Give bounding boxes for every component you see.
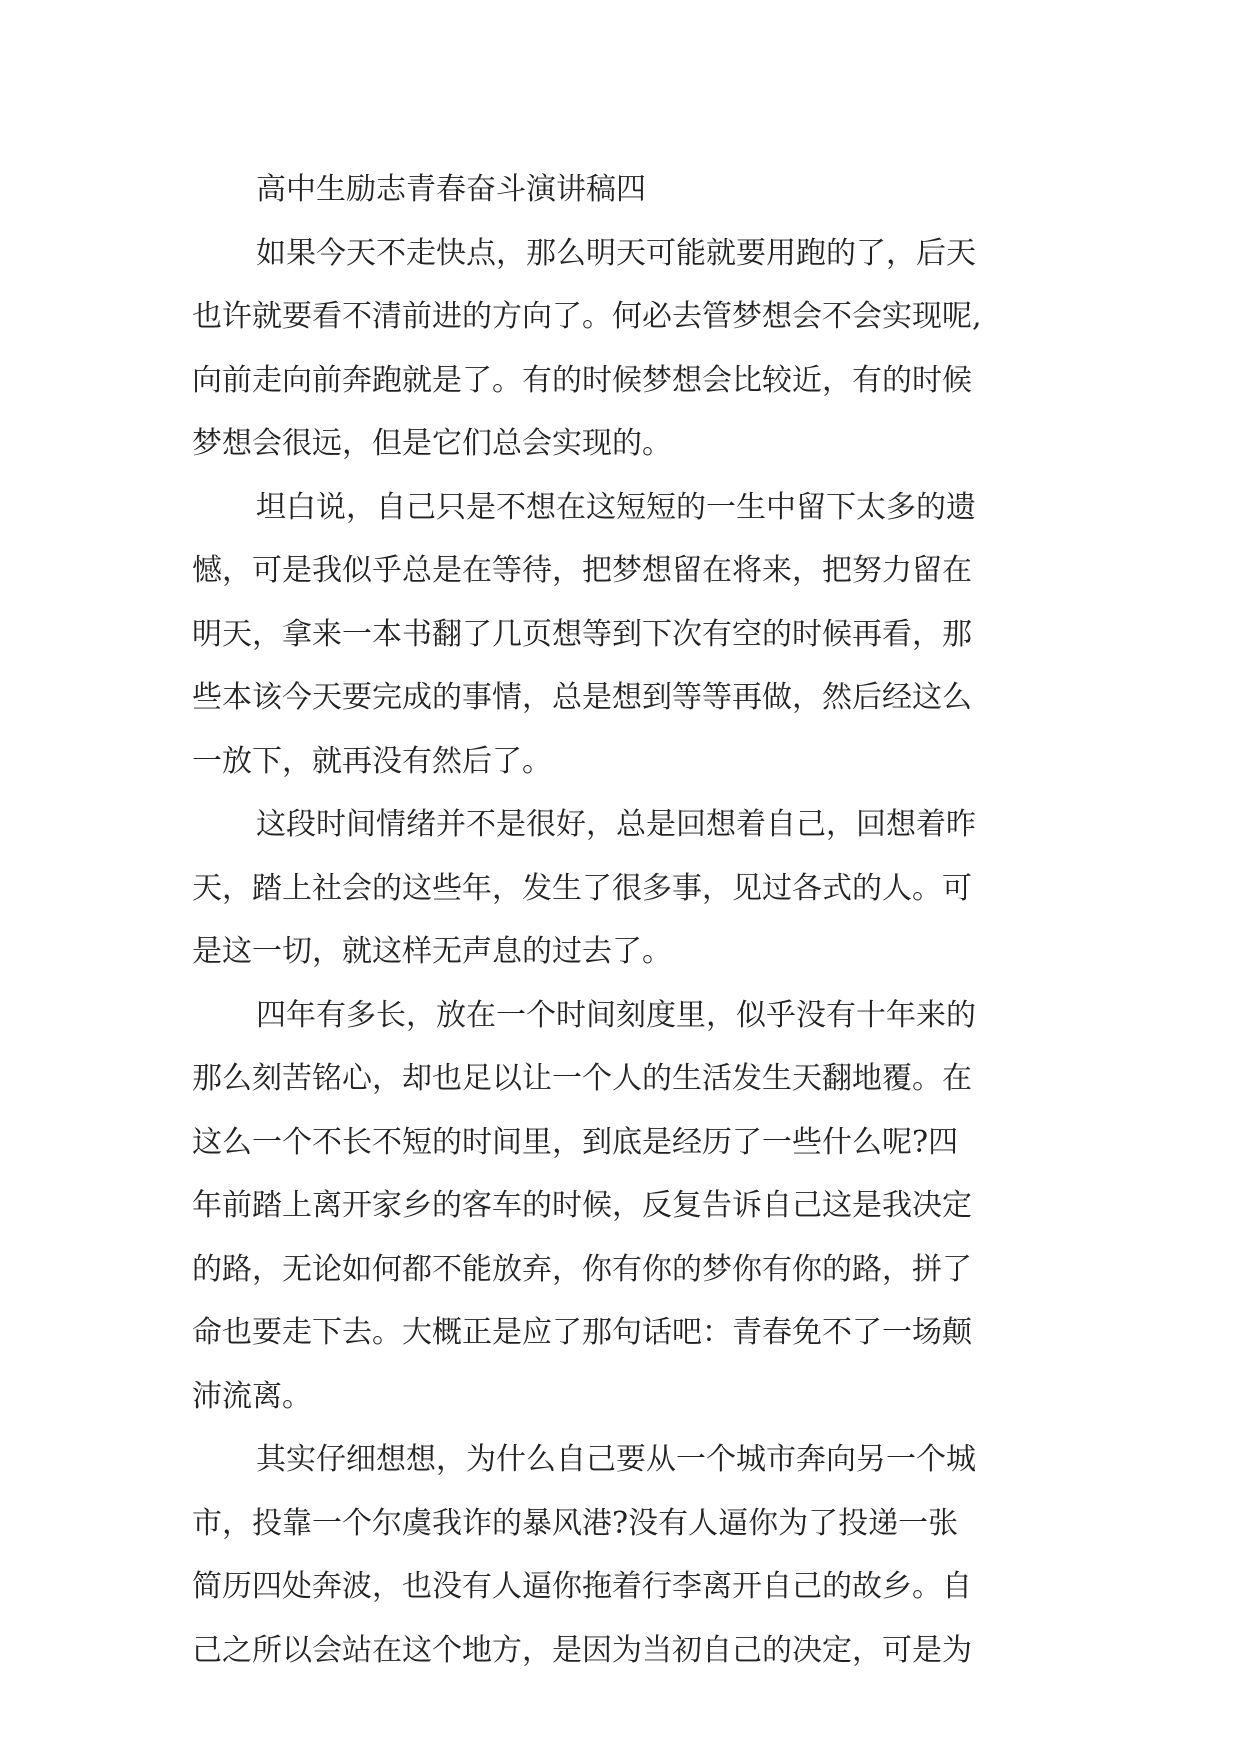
text-line: 这段时间情绪并不是很好，总是回想着自己，回想着昨 <box>256 807 976 842</box>
text-line: 些本该今天要完成的事情，总是想到等等再做，然后经这么 <box>192 680 972 715</box>
text-line: 沛流离。 <box>192 1378 312 1414</box>
text-line: 天，踏上社会的这些年，发生了很多事，见过各式的人。可 <box>192 870 972 906</box>
text-line: 坦白说，自己只是不想在这短短的一生中留下太多的遗 <box>256 489 976 525</box>
text-line: 一放下，就再没有然后了。 <box>192 743 552 779</box>
text-line: 这么一个不长不短的时间里，到底是经历了一些什么呢?四 <box>192 1124 959 1160</box>
text-line: 的路，无论如何都不能放弃，你有你的梦你有你的路，拼了 <box>192 1251 972 1287</box>
text-line: 梦想会很远，但是它们总会实现的。 <box>192 426 672 461</box>
text-line: 憾，可是我似乎总是在等待，把梦想留在将来，把努力留在 <box>192 553 972 588</box>
text-line: 四年有多长，放在一个时间刻度里，似乎没有十年来的 <box>256 997 976 1033</box>
text-line: 明天，拿来一本书翻了几页想等到下次有空的时候再看，那 <box>192 616 972 652</box>
text-line: 市，投靠一个尔虞我诈的暴风港?没有人逼你为了投递一张 <box>192 1505 959 1541</box>
text-line: 年前踏上离开家乡的客车的时候，反复告诉自己这是我决定 <box>192 1188 972 1223</box>
text-line: 己之所以会站在这个地方，是因为当初自己的决定，可是为 <box>192 1632 972 1668</box>
document-title: 高中生励志青春奋斗演讲稿四 <box>256 172 646 207</box>
text-line: 如果今天不走快点，那么明天可能就要用跑的了，后天 <box>256 235 976 271</box>
text-line: 向前走向前奔跑就是了。有的时候梦想会比较近，有的时候 <box>192 362 972 398</box>
text-line: 是这一切，就这样无声息的过去了。 <box>192 934 672 969</box>
text-line: 其实仔细想想，为什么自己要从一个城市奔向另一个城 <box>256 1442 976 1477</box>
text-line: 也许就要看不清前进的方向了。何必去管梦想会不会实现呢, <box>192 299 982 334</box>
document-body <box>192 158 1072 1682</box>
text-line: 那么刻苦铭心，却也足以让一个人的生活发生天翻地覆。在 <box>192 1061 972 1096</box>
text-line: 命也要走下去。大概正是应了那句话吧：青春免不了一场颠 <box>192 1315 972 1350</box>
text-line: 简历四处奔波，也没有人逼你拖着行李离开自己的故乡。自 <box>192 1569 972 1604</box>
